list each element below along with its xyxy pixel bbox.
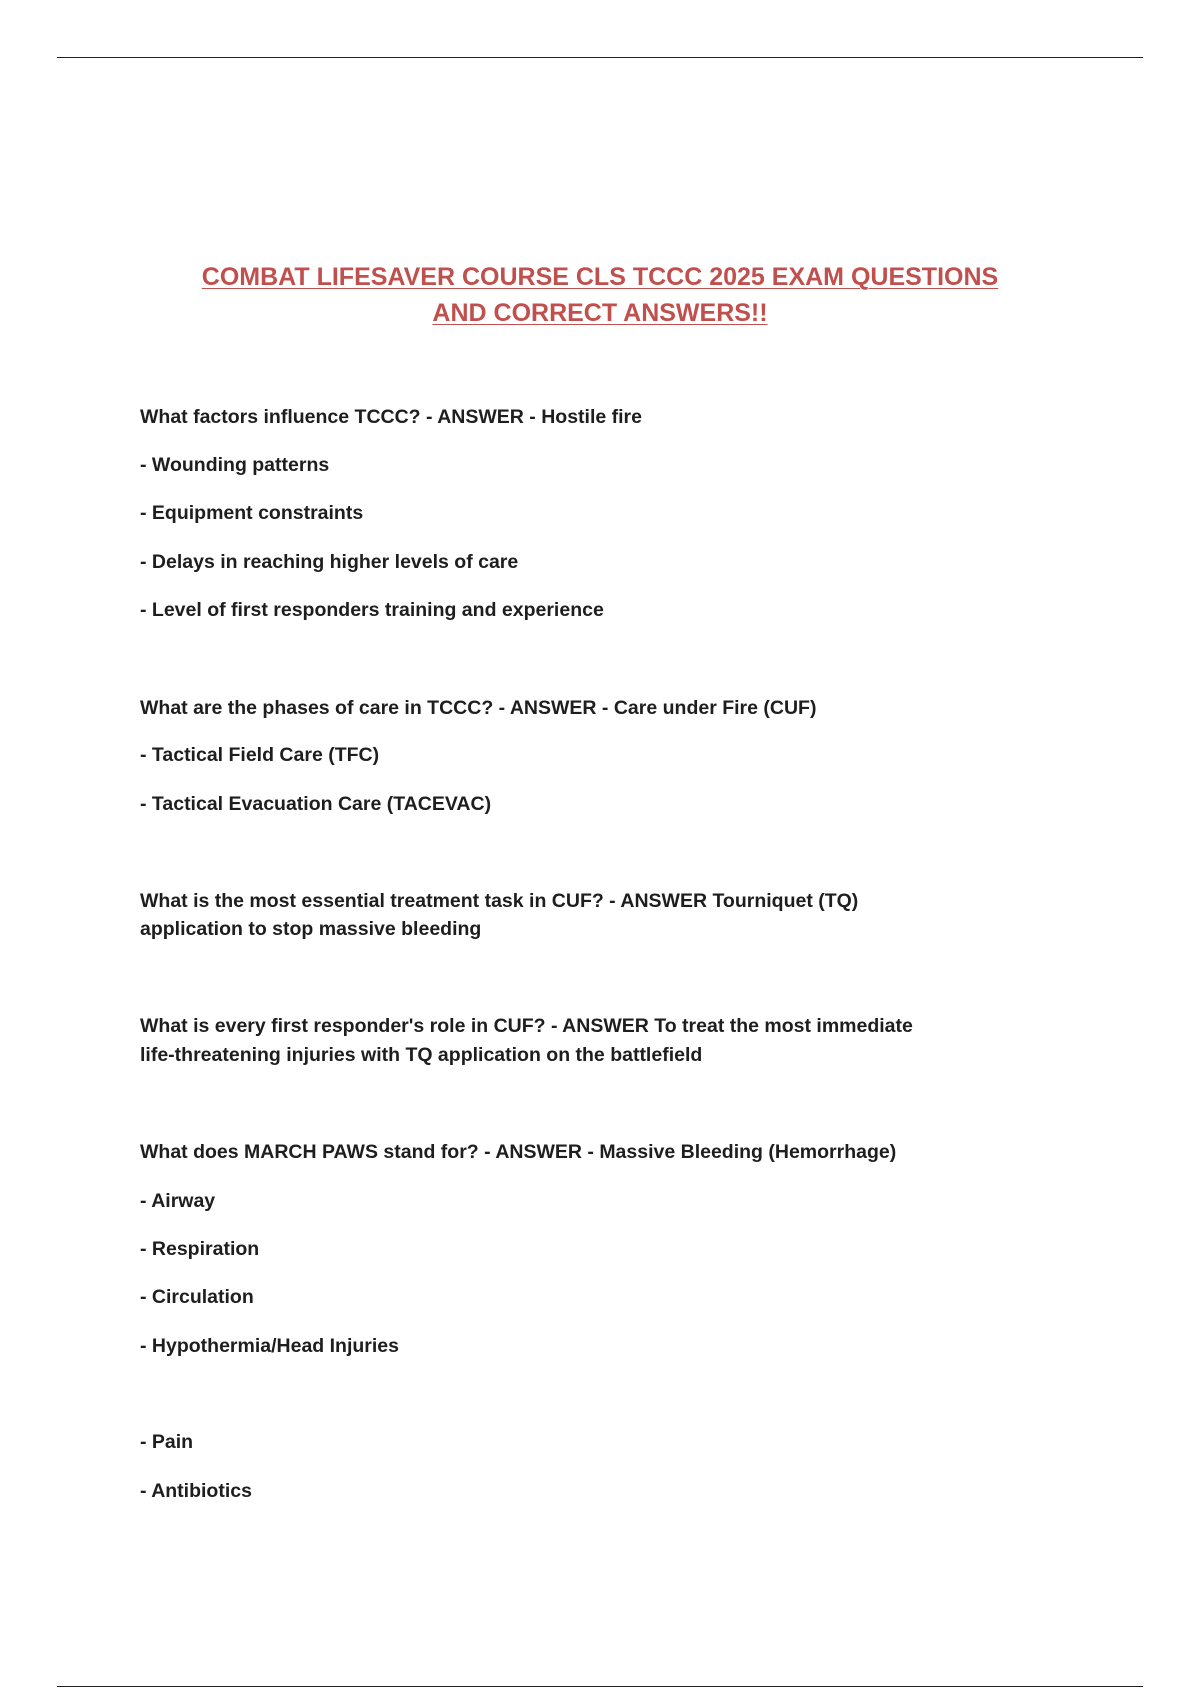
- answer-item: - Antibiotics: [140, 1480, 252, 1502]
- title-line-1: COMBAT LIFESAVER COURSE CLS TCCC 2025 EXAM QUESTIONS: [201, 263, 999, 291]
- question-phases-of-care: What are the phases of care in TCCC? - ANSWER - Care under Fire (CUF): [140, 697, 817, 719]
- bottom-rule: [57, 1686, 1143, 1687]
- answer-continuation: application to stop massive bleeding: [140, 918, 482, 940]
- question-march-paws: What does MARCH PAWS stand for? - ANSWER - Massive Bleeding (Hemorrhage): [140, 1141, 897, 1163]
- answer-item: - Tactical Field Care (TFC): [140, 744, 380, 766]
- answer-item: - Equipment constraints: [140, 502, 364, 524]
- answer-item: - Pain: [140, 1431, 194, 1453]
- answer-item: - Wounding patterns: [140, 454, 330, 476]
- answer-item: - Airway: [140, 1190, 216, 1212]
- answer-item: - Delays in reaching higher levels of care: [140, 551, 519, 573]
- answer-item: - Hypothermia/Head Injuries: [140, 1335, 399, 1357]
- answer-item: - Respiration: [140, 1238, 260, 1260]
- document-title: [100, 259, 1100, 331]
- question-essential-task-cuf: What is the most essential treatment task in CUF? - ANSWER Tourniquet (TQ): [140, 890, 859, 912]
- top-rule: [57, 57, 1143, 58]
- title-line-2: AND CORRECT ANSWERS!!: [432, 299, 768, 327]
- answer-item: - Circulation: [140, 1286, 254, 1308]
- question-responder-role-cuf: What is every first responder's role in CUF? - ANSWER To treat the most immediate: [140, 1015, 913, 1037]
- answer-continuation: life-threatening injuries with TQ application on the battlefield: [140, 1044, 703, 1066]
- answer-item: - Tactical Evacuation Care (TACEVAC): [140, 793, 492, 815]
- answer-item: - Level of first responders training and experience: [140, 599, 604, 621]
- question-factors-tccc: What factors influence TCCC? - ANSWER - Hostile fire: [140, 406, 642, 428]
